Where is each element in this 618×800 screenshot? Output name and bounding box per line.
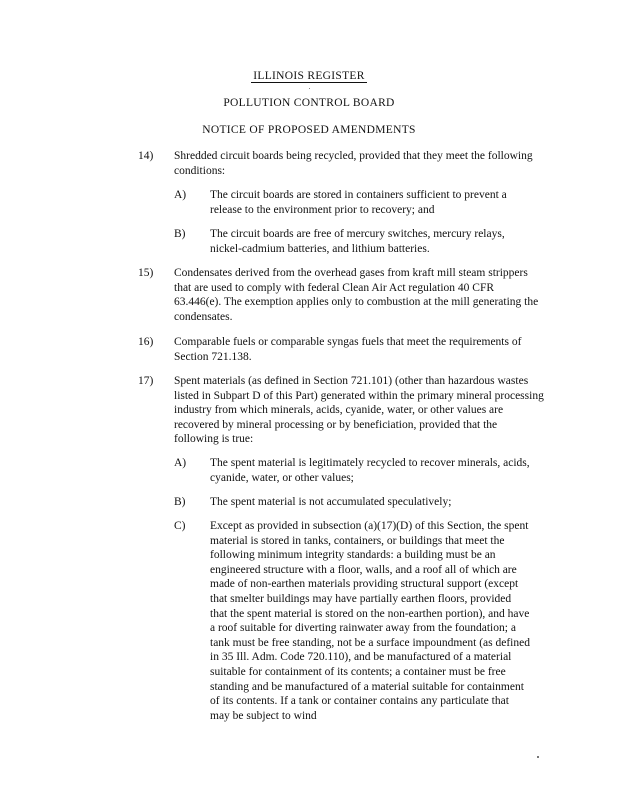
sub-letter: B) — [174, 496, 186, 508]
sub-letter: C) — [174, 520, 186, 532]
sub-text: The circuit boards are stored in containers sufficient to prevent a release to the environment prior to recovery; and — [210, 189, 507, 216]
sub-letter: B) — [174, 228, 186, 240]
sub-letter: A) — [174, 189, 187, 201]
register-header: ILLINOIS REGISTER — [253, 70, 365, 82]
item-number: 17) — [138, 375, 154, 387]
item-text: Shredded circuit boards being recycled, provided that they meet the following conditions: — [174, 150, 533, 177]
sub-text: The spent material is legitimately recycled to recover minerals, acids, cyanide, water, or other values; — [210, 457, 530, 484]
board-header: POLLUTION CONTROL BOARD — [223, 97, 395, 109]
sub-text: Except as provided in subsection (a)(17)(D) of this Section, the spent material is stored in tanks, containers, or buildings that meet the following minimum integrity standards: a building must be an engineered structure with a floor, walls, and a roof all of which are made of non-earthen materials providing structural support (except that smelter buildings may have partially earthen floors, provided that the spent material is stored on the non-earthen portion), and have a roof suitable for diverting rainwater away from the foundation; a tank must be free standing, not be a surface impoundment (as defined in 35 Ill. Adm. Code 720.110), and be manufactured of a material suitable for containment of its contents; a container must be free standing and be manufactured of a material suitable for containment of its contents. If a tank or container contains any particulate that may be subject to wind — [210, 520, 530, 722]
scan-speck — [309, 88, 310, 89]
sub-text: The spent material is not accumulated speculatively; — [210, 496, 452, 508]
item-text: Comparable fuels or comparable syngas fuels that meet the requirements of Section 721.138. — [174, 336, 522, 363]
notice-header: NOTICE OF PROPOSED AMENDMENTS — [202, 124, 416, 136]
item-number: 16) — [138, 336, 154, 348]
sub-text: The circuit boards are free of mercury switches, mercury relays, nickel-cadmium batteries, and lithium batteries. — [210, 228, 505, 255]
item-text: Spent materials (as defined in Section 721.101) (other than hazardous wastes listed in Subpart D of this Part) generated within the primary mineral processing industry from which minerals, acids, cyanide, water, or other values are recovered by mineral processing or by beneficiation, provided that the following is true: — [174, 375, 544, 446]
item-text: Condensates derived from the overhead gases from kraft mill steam strippers that are used to comply with federal Clean Air Act regulation 40 CFR 63.446(e). The exemption applies only to combustion at the mill generating the condensates. — [174, 267, 539, 323]
sub-letter: A) — [174, 457, 187, 469]
item-number: 14) — [138, 150, 154, 162]
scan-dot — [537, 756, 539, 758]
item-number: 15) — [138, 267, 154, 279]
